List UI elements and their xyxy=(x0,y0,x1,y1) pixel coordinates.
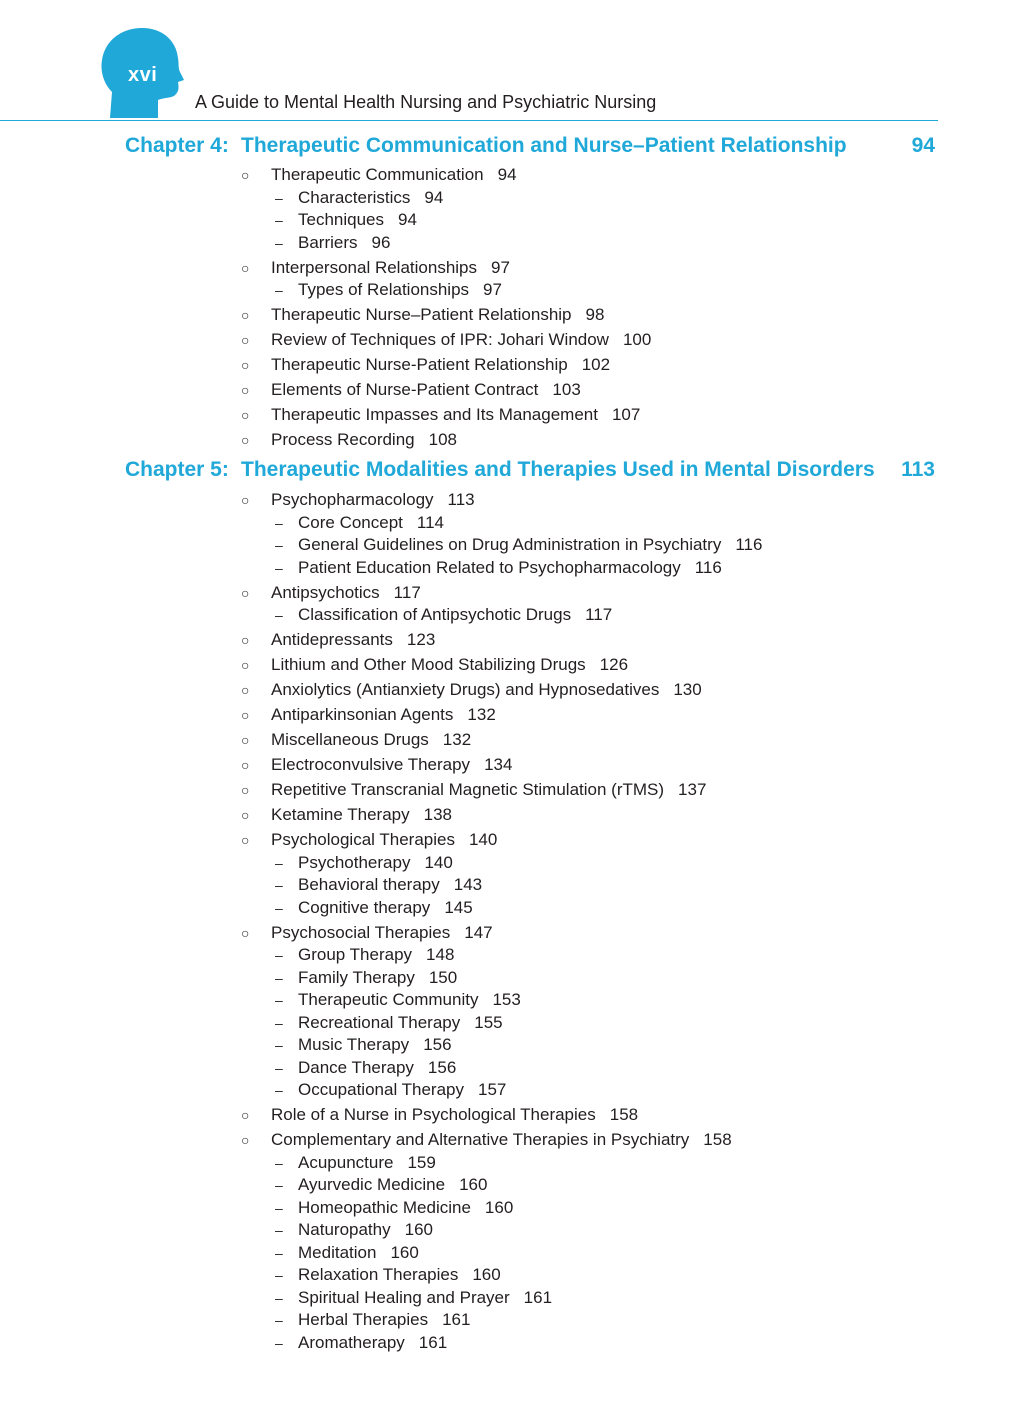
toc-entry-page: 160 xyxy=(390,1242,419,1262)
circle-bullet-icon: ○ xyxy=(241,167,250,183)
toc-entry-title: Ayurvedic Medicine xyxy=(298,1175,446,1194)
toc-entry-page: 96 xyxy=(371,232,391,252)
toc-entry-page: 102 xyxy=(581,355,611,374)
dash-bullet-icon: – xyxy=(275,212,283,228)
circle-bullet-icon: ○ xyxy=(241,682,250,698)
circle-bullet-icon: ○ xyxy=(241,657,250,673)
toc-entry-page: 160 xyxy=(472,1265,501,1284)
toc-entry-title: Therapeutic Impasses and Its Management xyxy=(271,405,598,424)
dash-bullet-icon: – xyxy=(275,1199,283,1216)
toc-entry-page: 148 xyxy=(426,945,455,964)
toc-entry-title: Relaxation Therapies xyxy=(298,1265,459,1284)
toc-entry-title: Repetitive Transcranial Magnetic Stimulation (rTMS) xyxy=(271,780,665,799)
circle-bullet-icon: ○ xyxy=(241,632,250,648)
circle-bullet-icon: ○ xyxy=(241,782,250,798)
chapter-label: Chapter 4: xyxy=(125,134,229,157)
chapter-label: Chapter 5: xyxy=(125,458,229,481)
circle-bullet-icon: ○ xyxy=(241,757,250,773)
toc-entry-title: Homeopathic Medicine xyxy=(298,1197,471,1217)
toc-entry-title: General Guidelines on Drug Administration in Psychiatry xyxy=(298,535,722,554)
toc-entry-title: Miscellaneous Drugs xyxy=(271,730,429,749)
dash-bullet-icon: – xyxy=(275,854,283,871)
toc-entry-page: 116 xyxy=(735,535,763,554)
toc-entry-page: 156 xyxy=(423,1035,452,1054)
toc-entry-page: 114 xyxy=(416,512,444,532)
chapter-title: Therapeutic Communication and Nurse–Patient Relationship xyxy=(241,134,847,157)
toc-entry-page: 140 xyxy=(424,852,453,872)
dash-bullet-icon: – xyxy=(275,1059,283,1076)
toc-entry-title: Core Concept xyxy=(298,512,403,532)
toc-entry-page: 94 xyxy=(398,210,417,229)
toc-entry-page: 97 xyxy=(483,280,502,299)
toc-entry-page: 155 xyxy=(474,1012,503,1032)
toc-entry-page: 156 xyxy=(427,1057,457,1077)
dash-bullet-icon: – xyxy=(275,1267,283,1283)
toc-entry-title: Antipsychotics xyxy=(271,582,380,602)
circle-bullet-icon: ○ xyxy=(241,924,250,941)
toc-entry-page: 153 xyxy=(492,990,521,1009)
circle-bullet-icon: ○ xyxy=(241,432,250,448)
toc-entry-page: 132 xyxy=(467,705,496,724)
toc-entry-title: Therapeutic Nurse–Patient Relationship xyxy=(271,305,572,324)
chapter-page: 113 xyxy=(901,458,935,481)
toc-entry-title: Role of a Nurse in Psychological Therapies xyxy=(271,1105,596,1124)
toc-entry-title: Meditation xyxy=(298,1242,377,1262)
toc-entry-title: Acupuncture xyxy=(298,1152,394,1172)
toc-entry-page: 100 xyxy=(622,330,652,349)
toc-entry-title: Dance Therapy xyxy=(298,1057,414,1077)
toc-entry-title: Review of Techniques of IPR: Johari Window xyxy=(271,330,609,349)
toc-entry-page: 150 xyxy=(428,967,458,987)
toc-entry-page: 94 xyxy=(497,165,517,184)
circle-bullet-icon: ○ xyxy=(241,332,250,348)
toc-entry-title: Therapeutic Community xyxy=(298,990,479,1009)
toc-entry-page: 138 xyxy=(423,805,452,824)
toc-entry-page: 117 xyxy=(393,582,421,602)
toc-entry-title: Behavioral therapy xyxy=(298,875,440,894)
toc-entry-title: Antiparkinsonian Agents xyxy=(271,705,454,724)
toc-entry-title: Therapeutic Communication xyxy=(271,165,484,184)
dash-bullet-icon: – xyxy=(275,1312,283,1328)
toc-entry-title: Spiritual Healing and Prayer xyxy=(298,1287,510,1307)
toc-entry-page: 160 xyxy=(484,1197,514,1217)
toc-entry-page: 161 xyxy=(523,1287,553,1307)
header-rule xyxy=(0,120,938,121)
circle-bullet-icon: ○ xyxy=(241,807,250,823)
toc-entry-title: Psychopharmacology xyxy=(271,490,434,509)
toc-entry-page: 158 xyxy=(609,1105,639,1124)
toc-entry-title: Aromatherapy xyxy=(298,1332,405,1352)
toc-entry-page: 108 xyxy=(428,430,457,449)
dash-bullet-icon: – xyxy=(275,877,283,893)
circle-bullet-icon: ○ xyxy=(241,1107,250,1123)
chapter-page: 94 xyxy=(911,134,935,157)
toc-entry-title: Patient Education Related to Psychopharmacology xyxy=(298,557,681,577)
circle-bullet-icon: ○ xyxy=(241,259,250,276)
toc-entry-title: Naturopathy xyxy=(298,1220,391,1239)
circle-bullet-icon: ○ xyxy=(241,707,250,723)
toc-entry-title: Process Recording xyxy=(271,430,415,449)
chapter-heading xyxy=(125,458,935,486)
dash-bullet-icon: – xyxy=(275,1082,283,1098)
toc-entry-title: Occupational Therapy xyxy=(298,1080,465,1099)
circle-bullet-icon: ○ xyxy=(241,832,250,848)
circle-bullet-icon: ○ xyxy=(241,407,250,423)
toc-entry-page: 147 xyxy=(464,922,493,942)
running-header-title: A Guide to Mental Health Nursing and Psychiatric Nursing xyxy=(195,92,657,112)
toc-entry-title: Electroconvulsive Therapy xyxy=(271,755,471,774)
toc-entry-title: Group Therapy xyxy=(298,945,413,964)
toc-entry-page: 107 xyxy=(611,405,641,424)
circle-bullet-icon: ○ xyxy=(241,357,250,373)
toc-entry-page: 103 xyxy=(552,380,581,399)
toc-entry-title: Classification of Antipsychotic Drugs xyxy=(298,605,572,624)
dash-bullet-icon: – xyxy=(275,1177,283,1193)
toc-entry-page: 143 xyxy=(453,875,483,894)
toc-entry-page: 130 xyxy=(673,680,702,699)
circle-bullet-icon: ○ xyxy=(241,584,250,601)
circle-bullet-icon: ○ xyxy=(241,492,250,508)
toc-entry-title: Techniques xyxy=(298,210,385,229)
toc-entry-title: Psychosocial Therapies xyxy=(271,922,451,942)
dash-bullet-icon: – xyxy=(275,537,283,553)
toc-entry-title: Family Therapy xyxy=(298,967,415,987)
circle-bullet-icon: ○ xyxy=(241,382,250,398)
toc-entry-page: 94 xyxy=(424,187,444,207)
toc-entry-page: 160 xyxy=(459,1175,488,1194)
toc-entry-title: Anxiolytics (Antianxiety Drugs) and Hypnosedatives xyxy=(271,680,660,699)
dash-bullet-icon: – xyxy=(275,1037,283,1053)
chapter-title: Therapeutic Modalities and Therapies Used in Mental Disorders xyxy=(241,458,875,481)
toc-entry-page: 159 xyxy=(407,1152,436,1172)
dash-bullet-icon: – xyxy=(275,1222,283,1238)
toc-entry-title: Psychological Therapies xyxy=(271,830,455,849)
dash-bullet-icon: – xyxy=(275,607,283,623)
toc-entry-title: Recreational Therapy xyxy=(298,1012,461,1032)
toc-entry-page: 98 xyxy=(585,305,605,324)
dash-bullet-icon: – xyxy=(275,1289,283,1306)
dash-bullet-icon: – xyxy=(275,899,283,916)
dash-bullet-icon: – xyxy=(275,1334,283,1351)
toc-entry-page: 123 xyxy=(406,630,436,649)
toc-entry-page: 160 xyxy=(404,1220,433,1239)
dash-bullet-icon: – xyxy=(275,1154,283,1171)
toc-entry-page: 116 xyxy=(694,557,722,577)
dash-bullet-icon: – xyxy=(275,514,283,531)
toc-entry-title: Complementary and Alternative Therapies in Psychiatry xyxy=(271,1130,690,1149)
toc-entry-title: Herbal Therapies xyxy=(298,1310,429,1329)
toc-entry-page: 117 xyxy=(585,605,613,624)
toc-entry-page: 113 xyxy=(447,490,475,509)
dash-bullet-icon: – xyxy=(275,189,283,206)
toc-entry-title: Lithium and Other Mood Stabilizing Drugs xyxy=(271,655,586,674)
toc-entry-title: Ketamine Therapy xyxy=(271,805,410,824)
dash-bullet-icon: – xyxy=(275,234,283,251)
toc-entry-page: 145 xyxy=(444,897,473,917)
toc-entry-page: 158 xyxy=(703,1130,732,1149)
dash-bullet-icon: – xyxy=(275,992,283,1008)
toc-entry-title: Interpersonal Relationships xyxy=(271,257,478,277)
circle-bullet-icon: ○ xyxy=(241,307,250,323)
toc-entry-title: Barriers xyxy=(298,232,358,252)
dash-bullet-icon: – xyxy=(275,1014,283,1031)
toc-entry-title: Antidepressants xyxy=(271,630,393,649)
toc-entry-title: Psychotherapy xyxy=(298,852,411,872)
toc-entry-page: 134 xyxy=(484,755,513,774)
dash-bullet-icon: – xyxy=(275,1244,283,1261)
toc-entry-title: Music Therapy xyxy=(298,1035,410,1054)
toc-entry-title: Cognitive therapy xyxy=(298,897,431,917)
toc-entry-page: 137 xyxy=(678,780,707,799)
toc-entry-page: 157 xyxy=(478,1080,507,1099)
toc-entry-page: 132 xyxy=(442,730,472,749)
toc-entry-title: Types of Relationships xyxy=(298,280,470,299)
dash-bullet-icon: – xyxy=(275,559,283,576)
dash-bullet-icon: – xyxy=(275,969,283,986)
circle-bullet-icon: ○ xyxy=(241,732,250,748)
toc-entry-page: 126 xyxy=(599,655,629,674)
toc-entry-title: Therapeutic Nurse-Patient Relationship xyxy=(271,355,568,374)
dash-bullet-icon: – xyxy=(275,282,283,298)
page-number: xvi xyxy=(128,64,158,86)
toc-entry-page: 97 xyxy=(491,257,510,277)
toc-entry-title: Characteristics xyxy=(298,187,411,207)
toc-entry-page: 140 xyxy=(468,830,498,849)
chapter-heading xyxy=(125,134,935,162)
dash-bullet-icon: – xyxy=(275,947,283,963)
toc-entry-page: 161 xyxy=(442,1310,471,1329)
toc-entry-page: 161 xyxy=(418,1332,448,1352)
toc-entry-title: Elements of Nurse-Patient Contract xyxy=(271,380,539,399)
circle-bullet-icon: ○ xyxy=(241,1132,250,1148)
